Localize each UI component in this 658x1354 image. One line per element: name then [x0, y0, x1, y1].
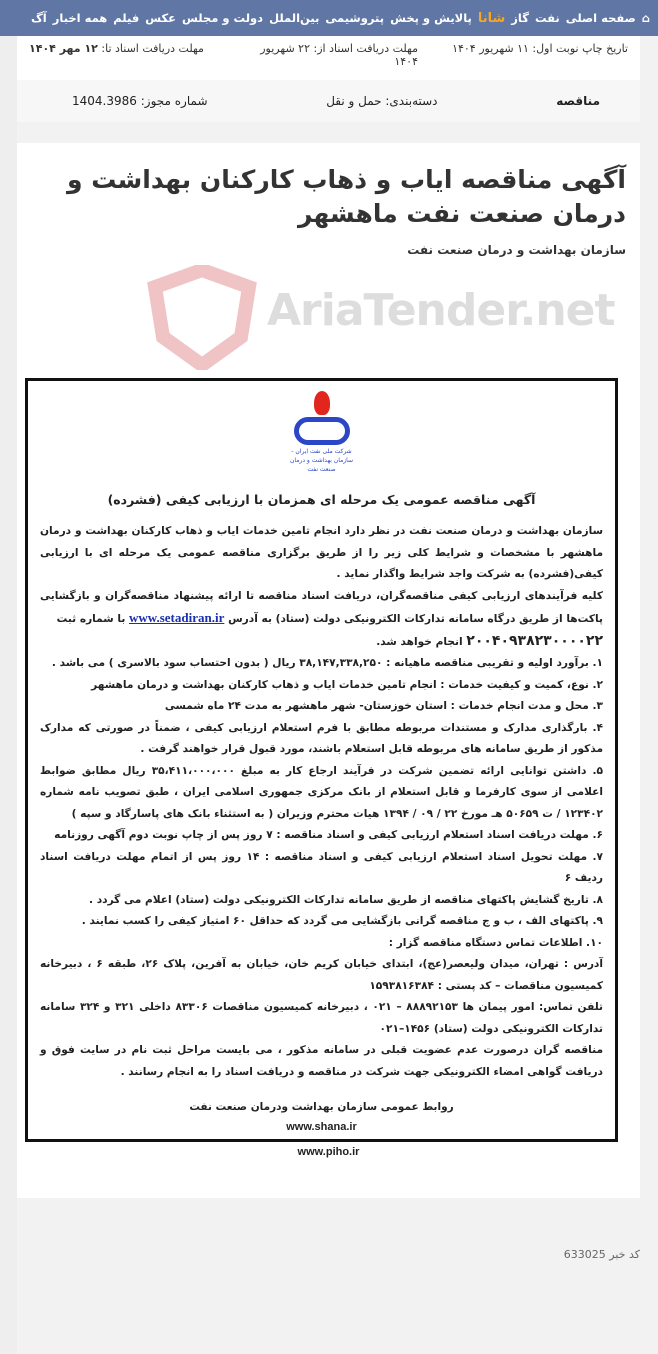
permit-number: شماره مجوز: 1404.3986: [72, 94, 208, 108]
nav-item[interactable]: گاز: [511, 11, 529, 25]
ad-item: ۷. مهلت تحویل اسناد استعلام ارزیابی کیفی و اسناد مناقصه : ۱۴ روز پس از اتمام مهلت دریافت اسناد ردیف ۶: [40, 850, 603, 884]
ad-signature: روابط عمومی سازمان بهداشت ودرمان صنعت نفت: [189, 1101, 454, 1113]
docs-to: [29, 42, 204, 80]
home-icon[interactable]: ⌂: [641, 11, 650, 25]
watermark-text: AriaTender.net: [267, 285, 615, 336]
ad-item: ۱. برآورد اولیه و تقریبی مناقصه ماهیانه : ۳۸,۱۴۷,۳۳۸,۲۵۰ ریال ( بدون احتساب سود بالاسری ) می باشد .: [51, 657, 603, 669]
docs-to-label: مهلت دریافت اسناد تا:: [101, 42, 204, 55]
ad-process: کلیه فرآیندهای ارزیابی کیفی مناقصه‌گران، دریافت اسناد مناقصه تا ارائه پیشنهاد مناقصه‌گران و بازگشایی پاکت‌ها از طریق درگاه سامانه تدارکات الکترونیکی دولت (ستاد) به آدرس www.setadiran.ir با شماره ثبت ۲۰۰۴۰۹۳۸۲۳۰۰۰۰۲۲ انجام خواهد شد.: [40, 589, 603, 649]
organization: سازمان بهداشت و درمان صنعت نفت: [407, 243, 626, 257]
docs-from: مهلت دریافت اسناد از: ۲۲ شهریور ۱۴۰۴: [260, 42, 418, 68]
news-code: 633025: [563, 1248, 606, 1261]
nioc-logo: شرکت ملی نفت ایران - سازمان بهداشت و درمان صنعت نفت: [287, 391, 357, 474]
registration-number: ۲۰۰۴۰۹۳۸۲۳۰۰۰۰۲۲: [466, 632, 603, 649]
content-column: [17, 143, 640, 1291]
piho-url: www.piho.ir: [297, 1146, 360, 1158]
nav-item[interactable]: نفت: [534, 11, 560, 25]
tender-ad-image: [25, 378, 618, 1142]
ad-item: ۹. پاکتهای الف ، ب و ج مناقصه گرانی بازگشایی می گردد که حداقل ۶۰ امتیاز کیفی را کسب نمایند .: [81, 915, 603, 927]
print-date: تاریخ چاپ نوبت اول: ۱۱ شهریور ۱۴۰۴: [452, 42, 628, 55]
docs-to-value: ۱۲ مهر ۱۴۰۴: [29, 42, 98, 55]
ad-item: ۸. تاریخ گشایش پاکتهای مناقصه از طریق سامانه تدارکات الکترونیکی دولت (ستاد) اعلام می گردد .: [88, 893, 603, 906]
ad-note: مناقصه گران درصورت عدم عضویت قبلی در سامانه مذکور ، می بایست مراحل ثبت نام در سایت فوق و دریافت گواهی امضاء الکترونیکی جهت شرکت در مناقصه و دریافت اسناد را به انجام رسانند .: [40, 1044, 603, 1078]
shana-url: www.shana.ir: [286, 1121, 357, 1133]
article-header: [17, 143, 640, 378]
left-gutter: [0, 0, 17, 1354]
ad-item: ۵. داشتن توانایی ارائه تضمین شرکت در فرآیند ارجاع کار به مبلغ ۳۵،۴۱۱،۰۰۰،۰۰۰ ریال مطابق ضوابط اعلامی از سوی کارفرما و قابل استعلام از بانک مرکزی جمهوری اسلامی ایران ، طبق تصویب نامه شماره ۱۲۳۴۰۲ / ت ۵۰۶۵۹ هـ مورخ ۲۲ / ۰۹ / ۱۳۹۴ هیات محترم وزیران ( به استثناء بانک های پاسارگاد و سپه ): [40, 764, 603, 820]
shana-logo[interactable]: شانا: [477, 10, 506, 26]
tender-meta-card: [17, 36, 640, 122]
nav-item[interactable]: عکس: [145, 11, 177, 25]
ad-item: ۳. محل و مدت انجام خدمات : استان خوزستان- شهر ماهشهر به مدت ۲۴ ماه شمسی: [164, 700, 603, 712]
nav-item[interactable]: دولت و مجلس: [182, 11, 264, 25]
category[interactable]: دسته‌بندی: حمل و نقل: [326, 94, 438, 108]
ad-address: آدرس : تهران، میدان ولیعصر(عج)، ابتدای خیابان کریم خان، خیابان به آفرین، پلاک ۲۶، طبقه ۶ ، دبیرخانه کمیسیون مناقصات – کد پستی : ۱۵۹۳۸۱۶۳۸۴: [40, 958, 603, 992]
nav-item[interactable]: صفحه اصلی: [565, 11, 636, 25]
page-title: آگهی مناقصه ایاب و ذهاب کارکنان بهداشت و درمان صنعت نفت ماهشهر: [66, 165, 626, 228]
news-code-label: کد خبر: [609, 1248, 640, 1261]
nav-item[interactable]: پالایش و پخش: [390, 11, 472, 25]
ad-item: ۲. نوع، کمیت و کیفیت خدمات : انجام تامین خدمات ایاب و ذهاب کارکنان بهداشت و درمان ماهشهر: [91, 678, 603, 691]
nav-item[interactable]: بین‌الملل: [269, 11, 320, 25]
nav-item[interactable]: پتروشیمی: [325, 11, 385, 25]
watermark: [147, 265, 627, 375]
ad-phone: تلفن تماس: امور پیمان ها ۸۸۸۹۲۱۵۳ – ۰۲۱ ، دبیرخانه کمیسیون مناقصات ۸۳۳۰۶ داخلی ۳۲۱ و ۳۲۴ سامانه تدارکات الکترونیکی دولت (ستاد) ۱۴۵۶–۰۲۱: [40, 1001, 604, 1035]
ad-item: ۶. مهلت دریافت اسناد استعلام ارزیابی کیفی و اسناد مناقصه : ۷ روز پس از چاپ نوبت دوم آگهی روزنامه: [54, 829, 603, 841]
news-code-line: [17, 1198, 640, 1291]
nav-item[interactable]: همه اخبار: [52, 11, 108, 25]
nav-item[interactable]: فیلم: [113, 11, 140, 25]
nav-item[interactable]: آگ: [31, 11, 47, 25]
ad-item: ۱۰. اطلاعات تماس دستگاه مناقصه گزار :: [388, 936, 603, 949]
ad-intro: سازمان بهداشت و درمان صنعت نفت در نظر دارد انجام تامین خدمات ایاب و ذهاب کارکنان بهداشت و درمان ماهشهر با مشخصات و شرایط کلی زیر را از طریق برگزاری مناقصه عمومی یک مرحله ای با ارزیابی کیفی(فشرده) به شرکت واجد شرایط واگذار نماید .: [40, 525, 603, 580]
ad-item: ۴. بارگذاری مدارک و مستندات مربوطه مطابق با فرم استعلام ارزیابی کیفی ، ضمناً در صورتی که مدارک مذکور از طریق سامانه های مربوطه قابل استعلام باشند، مورد قبول قرار خواهند گرفت .: [40, 721, 603, 755]
tender-type: مناقصه: [556, 94, 600, 108]
setadiran-link[interactable]: www.setadiran.ir: [129, 610, 225, 625]
watermark-shield-icon: [147, 265, 257, 370]
article-card: [17, 143, 640, 1198]
top-nav: [0, 0, 658, 36]
ad-title: آگهی مناقصه عمومی یک مرحله ای همزمان با ارزیابی کیفی (فشرده): [107, 492, 536, 507]
